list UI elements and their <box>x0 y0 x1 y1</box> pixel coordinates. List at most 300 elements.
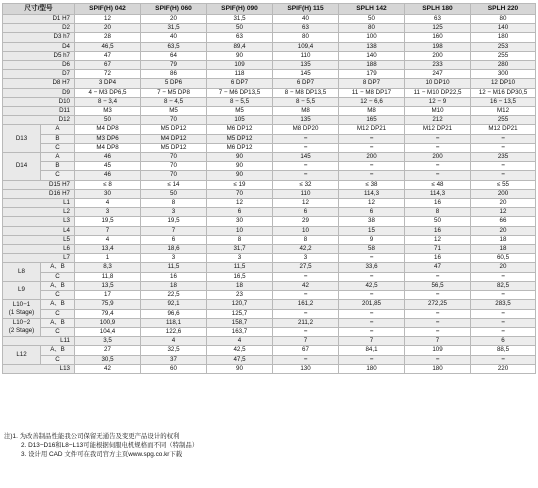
table-cell: 12 <box>207 199 273 208</box>
table-cell: ≤ 55 <box>471 180 536 189</box>
table-cell: 63,5 <box>141 42 207 51</box>
table-cell: 63 <box>405 15 471 24</box>
table-cell: − <box>405 327 471 336</box>
table-cell: 165 <box>339 116 405 125</box>
table-cell: 158,7 <box>207 318 273 327</box>
table-cell: 18 <box>141 281 207 290</box>
table-cell: M3 DP6 <box>75 134 141 143</box>
table-cell: − <box>339 162 405 171</box>
table-cell: 6 DP7 <box>273 79 339 88</box>
table-cell: 283,5 <box>471 300 536 309</box>
table-cell: 70 <box>207 189 273 198</box>
table-cell: ≤ 8 <box>75 180 141 189</box>
table-cell: 6 DP7 <box>207 79 273 88</box>
table-cell: 100,9 <box>75 318 141 327</box>
table-row <box>3 263 536 272</box>
table-cell: M5 <box>207 107 273 116</box>
table-cell: 8 − 3,4 <box>75 97 141 106</box>
table-cell: 11 − M10 DP22,5 <box>405 88 471 97</box>
row-sub-label: C <box>41 171 75 180</box>
table-cell: 37 <box>141 355 207 364</box>
table-row <box>3 245 536 254</box>
table-cell: 11,5 <box>141 263 207 272</box>
table-cell: 3 <box>273 254 339 263</box>
table-cell: − <box>339 327 405 336</box>
table-cell: 6 <box>141 235 207 244</box>
table-cell: M5 DP12 <box>207 134 273 143</box>
table-row <box>3 318 536 327</box>
table-cell: 18,6 <box>141 245 207 254</box>
table-cell: − <box>405 162 471 171</box>
table-cell: ≤ 48 <box>405 180 471 189</box>
table-cell: − <box>405 134 471 143</box>
table-cell: 33,6 <box>339 263 405 272</box>
table-cell: 200 <box>405 51 471 60</box>
table-row <box>3 337 536 346</box>
table-cell: − <box>339 291 405 300</box>
table-row <box>3 291 536 300</box>
table-cell: 96,6 <box>141 309 207 318</box>
table-cell: − <box>273 143 339 152</box>
table-cell: M8 DP20 <box>273 125 339 134</box>
table-cell: 84,1 <box>339 346 405 355</box>
table-cell: − <box>339 254 405 263</box>
table-cell: 12 − 9 <box>405 97 471 106</box>
table-cell: − <box>405 318 471 327</box>
table-cell: 90 <box>207 364 273 373</box>
table-cell: 15 <box>339 226 405 235</box>
table-cell: 31,5 <box>141 24 207 33</box>
table-cell: 70 <box>141 116 207 125</box>
table-cell: 12 <box>405 235 471 244</box>
table-cell: 3,5 <box>75 337 141 346</box>
table-cell: 7 − M5 DP8 <box>141 88 207 97</box>
table-cell: 255 <box>471 51 536 60</box>
table-cell: 10 <box>273 226 339 235</box>
row-label: D11 <box>3 107 75 116</box>
table-cell: 80 <box>471 15 536 24</box>
table-cell: 188 <box>339 61 405 70</box>
table-cell: 66 <box>471 217 536 226</box>
table-cell: M4 DP8 <box>75 143 141 152</box>
table-cell: 5 DP6 <box>141 79 207 88</box>
table-cell: 12 DP10 <box>471 79 536 88</box>
table-row <box>3 33 536 42</box>
row-sub-label: C <box>41 355 75 364</box>
row-label: D4 <box>3 42 75 51</box>
table-cell: 16 <box>405 226 471 235</box>
table-cell: 63 <box>207 33 273 42</box>
table-cell: M6 DP12 <box>207 125 273 134</box>
table-row <box>3 107 536 116</box>
table-cell: 50 <box>207 24 273 33</box>
table-cell: 18 <box>471 235 536 244</box>
table-cell: 12 − 6,6 <box>339 97 405 106</box>
table-cell: 50 <box>405 217 471 226</box>
table-cell: 160 <box>405 33 471 42</box>
table-cell: 4 <box>141 337 207 346</box>
table-cell: 109,4 <box>273 42 339 51</box>
table-cell: 89,4 <box>207 42 273 51</box>
row-label <box>3 318 41 336</box>
table-row <box>3 61 536 70</box>
row-label <box>3 300 41 318</box>
table-cell: 180 <box>471 33 536 42</box>
table-row <box>3 79 536 88</box>
table-cell: M4 DP8 <box>75 125 141 134</box>
table-cell: 4 <box>207 337 273 346</box>
row-group-label: L10−2 <box>12 319 31 327</box>
table-cell: 12 <box>75 15 141 24</box>
row-sub-label: A、B <box>41 300 75 309</box>
row-sub-label: B <box>41 134 75 143</box>
table-cell: 11,5 <box>207 263 273 272</box>
table-cell: 67 <box>273 346 339 355</box>
table-cell: 19,5 <box>75 217 141 226</box>
row-label: D5 h7 <box>3 51 75 60</box>
table-cell: 280 <box>471 61 536 70</box>
table-cell: − <box>273 272 339 281</box>
header-model-2: SPIF(H) 060 <box>141 4 207 15</box>
header-model-1: SPIF(H) 042 <box>75 4 141 15</box>
table-row <box>3 217 536 226</box>
row-sub-label: A <box>41 125 75 134</box>
table-cell: M8 <box>339 107 405 116</box>
table-cell: 7 <box>273 337 339 346</box>
table-cell: 92,1 <box>141 300 207 309</box>
table-cell: 42 <box>273 281 339 290</box>
table-cell: − <box>471 327 536 336</box>
table-cell: 47,5 <box>207 355 273 364</box>
table-cell: 27,5 <box>273 263 339 272</box>
row-sub-label: C <box>41 309 75 318</box>
row-sub-label: C <box>41 291 75 300</box>
table-cell: 32,5 <box>141 346 207 355</box>
row-label: D7 <box>3 70 75 79</box>
table-cell: 79,4 <box>75 309 141 318</box>
row-label: D10 <box>3 97 75 106</box>
table-cell: M8 <box>273 107 339 116</box>
table-cell: 20 <box>471 263 536 272</box>
table-cell: M5 <box>141 107 207 116</box>
row-label: D12 <box>3 116 75 125</box>
table-cell: 114,3 <box>405 189 471 198</box>
row-group-sublabel: (1 Stage) <box>8 309 35 316</box>
table-cell: 30 <box>207 217 273 226</box>
table-cell: 145 <box>273 70 339 79</box>
table-cell: − <box>405 309 471 318</box>
table-cell: 70 <box>141 171 207 180</box>
table-cell: − <box>471 309 536 318</box>
table-cell: M3 <box>75 107 141 116</box>
table-cell: ≤ 14 <box>141 180 207 189</box>
table-cell: 47 <box>405 263 471 272</box>
table-cell: 7 <box>75 226 141 235</box>
table-cell: 255 <box>471 116 536 125</box>
table-cell: 125 <box>405 24 471 33</box>
row-label: D16 H7 <box>3 189 75 198</box>
table-cell: 145 <box>273 153 339 162</box>
table-row <box>3 24 536 33</box>
table-row <box>3 346 536 355</box>
table-cell: 12 <box>273 199 339 208</box>
row-label: L3 <box>3 217 75 226</box>
table-cell: 6 <box>207 208 273 217</box>
table-row <box>3 300 536 309</box>
table-cell: 60,5 <box>471 254 536 263</box>
table-row <box>3 364 536 373</box>
table-cell: 6 <box>339 208 405 217</box>
table-row <box>3 254 536 263</box>
table-cell: 31,7 <box>207 245 273 254</box>
row-group-label: L8 <box>3 263 41 281</box>
table-cell: 7 <box>405 337 471 346</box>
table-cell: 63 <box>273 24 339 33</box>
table-cell: 6 <box>273 208 339 217</box>
table-cell: 40 <box>273 15 339 24</box>
table-cell: − <box>471 318 536 327</box>
table-cell: 138 <box>339 42 405 51</box>
table-row <box>3 171 536 180</box>
dimension-table <box>2 3 536 374</box>
table-cell: 16 <box>141 272 207 281</box>
header-model-6: SPLH 180 <box>405 4 471 15</box>
table-cell: 75,9 <box>75 300 141 309</box>
table-cell: 12 <box>339 199 405 208</box>
table-cell: 46 <box>75 171 141 180</box>
table-cell: 118 <box>207 70 273 79</box>
table-cell: 86 <box>141 70 207 79</box>
table-cell: 80 <box>339 24 405 33</box>
table-cell: M4 DP12 <box>141 134 207 143</box>
row-sub-label: C <box>41 272 75 281</box>
table-cell: 20 <box>75 24 141 33</box>
table-cell: − <box>471 171 536 180</box>
table-cell: 4 − M3 DP6,5 <box>75 88 141 97</box>
table-row <box>3 70 536 79</box>
table-cell: 179 <box>339 70 405 79</box>
table-cell: 80 <box>273 33 339 42</box>
table-cell: 88,5 <box>471 346 536 355</box>
table-cell: 140 <box>471 24 536 33</box>
table-cell: 50 <box>339 15 405 24</box>
table-cell: 71 <box>405 245 471 254</box>
table-cell: 23 <box>207 291 273 300</box>
table-cell: 72 <box>75 70 141 79</box>
table-cell: 42,5 <box>339 281 405 290</box>
table-cell: M6 DP12 <box>207 143 273 152</box>
table-cell: 118,1 <box>141 318 207 327</box>
table-cell: − <box>405 291 471 300</box>
table-cell: 163,7 <box>207 327 273 336</box>
table-cell: 10 DP10 <box>405 79 471 88</box>
table-cell: 114,3 <box>339 189 405 198</box>
row-group-label: L9 <box>3 281 41 299</box>
table-cell: 6 <box>471 337 536 346</box>
table-cell: 28 <box>75 33 141 42</box>
table-cell: M5 DP12 <box>141 125 207 134</box>
table-cell: 8,3 <box>75 263 141 272</box>
table-cell: 212 <box>405 116 471 125</box>
table-cell: 110 <box>273 51 339 60</box>
table-row <box>3 134 536 143</box>
table-cell: 135 <box>273 116 339 125</box>
row-sub-label: B <box>41 162 75 171</box>
table-cell: − <box>339 171 405 180</box>
row-sub-label: A、B <box>41 263 75 272</box>
table-cell: − <box>471 272 536 281</box>
table-cell: 253 <box>471 42 536 51</box>
row-label: L1 <box>3 199 75 208</box>
table-cell: 46 <box>75 153 141 162</box>
table-cell: 8 − M8 DP13,5 <box>273 88 339 97</box>
row-label: L13 <box>3 364 75 373</box>
table-cell: 135 <box>273 61 339 70</box>
table-cell: 19,5 <box>141 217 207 226</box>
table-cell: 200 <box>471 189 536 198</box>
table-cell: 7 <box>339 337 405 346</box>
table-cell: 70 <box>141 162 207 171</box>
table-cell: 27 <box>75 346 141 355</box>
table-cell: M12 DP21 <box>339 125 405 134</box>
table-cell: − <box>471 134 536 143</box>
table-cell: 22,5 <box>141 291 207 300</box>
header-model-5: SPLH 142 <box>339 4 405 15</box>
table-cell: M12 <box>471 107 536 116</box>
table-cell: 46,5 <box>75 42 141 51</box>
table-cell: 140 <box>339 51 405 60</box>
table-cell: 4 <box>75 235 141 244</box>
table-row <box>3 143 536 152</box>
table-cell: − <box>339 355 405 364</box>
table-cell: − <box>273 171 339 180</box>
table-cell: 16 <box>405 254 471 263</box>
table-cell: 1 <box>75 254 141 263</box>
table-row <box>3 88 536 97</box>
table-cell: 7 <box>141 226 207 235</box>
table-cell: 29 <box>273 217 339 226</box>
row-sub-label: C <box>41 327 75 336</box>
table-cell: − <box>405 355 471 364</box>
table-cell: − <box>339 272 405 281</box>
row-label: D15 H7 <box>3 180 75 189</box>
table-cell: 90 <box>207 162 273 171</box>
table-cell: 20 <box>471 226 536 235</box>
table-cell: 13,4 <box>75 245 141 254</box>
table-cell: 8 <box>405 208 471 217</box>
table-row <box>3 116 536 125</box>
table-cell: 11,8 <box>75 272 141 281</box>
table-cell: − <box>339 309 405 318</box>
table-cell: 233 <box>405 61 471 70</box>
table-cell: 16 <box>405 199 471 208</box>
table-cell: 82,5 <box>471 281 536 290</box>
table-cell: 235 <box>471 153 536 162</box>
table-cell: 20 <box>471 199 536 208</box>
footnote-2: 2. D13−D16和L8−L13可能根据伺服电机规格而不同（特制品） <box>21 442 199 449</box>
table-cell: M10 <box>405 107 471 116</box>
table-body <box>3 15 536 374</box>
row-sub-label: A、B <box>41 346 75 355</box>
row-label: L5 <box>3 235 75 244</box>
table-cell: 3 <box>141 208 207 217</box>
table-row <box>3 226 536 235</box>
table-cell: 13,5 <box>75 281 141 290</box>
table-cell: M12 DP21 <box>405 125 471 134</box>
table-cell: 8 − 5,5 <box>273 97 339 106</box>
table-cell: ≤ 38 <box>339 180 405 189</box>
table-cell: 125,7 <box>207 309 273 318</box>
table-row <box>3 180 536 189</box>
row-label: D8 H7 <box>3 79 75 88</box>
table-row <box>3 125 536 134</box>
table-cell: 180 <box>405 364 471 373</box>
table-cell: ≤ 19 <box>207 180 273 189</box>
table-row <box>3 189 536 198</box>
row-label: L6 <box>3 245 75 254</box>
table-cell: − <box>273 327 339 336</box>
table-cell: 42,5 <box>207 346 273 355</box>
table-cell: − <box>339 143 405 152</box>
table-cell: 79 <box>141 61 207 70</box>
table-cell: 109 <box>405 346 471 355</box>
table-cell: − <box>273 309 339 318</box>
table-cell: 200 <box>405 153 471 162</box>
table-cell: − <box>471 162 536 171</box>
table-row <box>3 199 536 208</box>
table-cell: 122,6 <box>141 327 207 336</box>
row-sub-label: C <box>41 143 75 152</box>
table-cell: 272,25 <box>405 300 471 309</box>
table-cell: 3 <box>75 208 141 217</box>
row-sub-label: A、B <box>41 318 75 327</box>
table-cell: M12 DP21 <box>471 125 536 134</box>
table-cell: 9 <box>339 235 405 244</box>
table-cell: 64 <box>141 51 207 60</box>
table-cell: 30,5 <box>75 355 141 364</box>
table-cell: 8 <box>273 235 339 244</box>
row-label: L7 <box>3 254 75 263</box>
table-cell: − <box>405 143 471 152</box>
table-cell: 40 <box>141 33 207 42</box>
row-group-label: D13 <box>3 125 41 153</box>
table-cell: 100 <box>339 33 405 42</box>
table-cell: − <box>471 355 536 364</box>
header-model-7: SPLH 220 <box>471 4 536 15</box>
table-cell: 58 <box>339 245 405 254</box>
table-cell: 30 <box>75 189 141 198</box>
table-cell: 67 <box>75 61 141 70</box>
table-cell: 18 <box>471 245 536 254</box>
table-row <box>3 51 536 60</box>
table-cell: − <box>339 318 405 327</box>
table-cell: − <box>405 171 471 180</box>
table-cell: 11 − M8 DP17 <box>339 88 405 97</box>
table-cell: 180 <box>339 364 405 373</box>
table-row <box>3 235 536 244</box>
row-label: D1 H7 <box>3 15 75 24</box>
table-cell: 38 <box>339 217 405 226</box>
table-row <box>3 42 536 51</box>
table-cell: 42 <box>75 364 141 373</box>
table-cell: 17 <box>75 291 141 300</box>
table-cell: 50 <box>141 189 207 198</box>
table-cell: 110 <box>273 189 339 198</box>
row-label: L11 <box>3 337 75 346</box>
row-sub-label: A <box>41 153 75 162</box>
table-cell: 120,7 <box>207 300 273 309</box>
table-cell: 105 <box>207 116 273 125</box>
